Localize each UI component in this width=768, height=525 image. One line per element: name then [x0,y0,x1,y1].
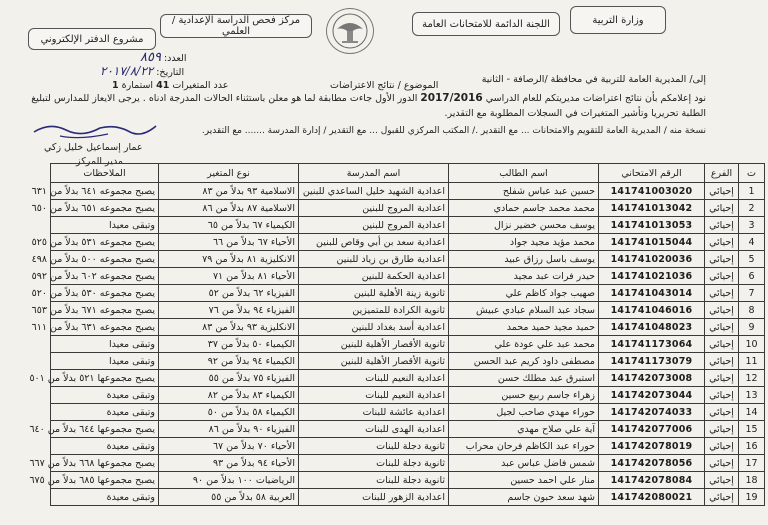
change-type-cell: الفيزياء ٩٤ بدلاً من ٧٦ [159,302,299,319]
school-name-cell: ثانوية زينة الأهلية للبنين [299,285,449,302]
notes-cell: يصبح مجموعه ٦٤١ بدلاً من ٦٣١ [51,183,159,200]
exam-number-cell: 141741020036 [599,251,705,268]
exam-number-cell: 141742077006 [599,421,705,438]
row-index-cell: 12 [739,370,765,387]
date-value: ٢٠١٧/٨/٢٢ [100,64,154,78]
table-row [51,302,765,319]
student-name-cell: حوراء مهدي صاحب لجيل [449,404,599,421]
row-index-cell: 11 [739,353,765,370]
change-type-cell: الأحياء ٩٤ بدلاً من ٩٣ [159,455,299,472]
school-name-cell: اعدادية الحكمة للبنين [299,268,449,285]
table-row [51,319,765,336]
change-type-cell: الكيمياء ٦٧ بدلاً من ٦٥ [159,217,299,234]
change-type-cell: الأحياء ٦٧ بدلاً من ٦٦ [159,234,299,251]
student-name-cell: شمس فاضل عباس عبد [449,455,599,472]
changes-line [112,80,228,91]
student-name-cell: سجاد عبد السلام عبادي عبيش [449,302,599,319]
header-index: ت [739,164,765,183]
header-exam-number: الرقم الامتحاني [599,164,705,183]
school-name-cell: اعدادية الشهيد خليل الساعدي للبنين [299,183,449,200]
branch-cell: إحيائي [705,234,739,251]
signature-block [30,118,160,167]
change-type-cell: الفيزياء ٩٠ بدلاً من ٨٦ [159,421,299,438]
header-notes: الملاحظات [51,164,159,183]
exam-number-cell: 141741048023 [599,319,705,336]
row-index-cell: 4 [739,234,765,251]
school-name-cell: اعدادية الهدى للبنات [299,421,449,438]
table-row [51,455,765,472]
notes-cell: يصبح مجموعه ٥٣١ بدلاً من ٥٢٥ [51,234,159,251]
row-index-cell: 2 [739,200,765,217]
row-index-cell: 17 [739,455,765,472]
exam-number-cell: 141742078084 [599,472,705,489]
notes-cell: وتبقى معيدة [51,438,159,455]
table-row [51,217,765,234]
branch-cell: إحيائي [705,455,739,472]
exam-number-cell: 141742078056 [599,455,705,472]
exam-number-cell: 141741015044 [599,234,705,251]
change-type-cell: الكيمياء ٩٤ بدلاً من ٩٢ [159,353,299,370]
notes-cell: وتبقى معيدة [51,404,159,421]
notes-cell: يصبح مجموعها ٥٢١ بدلاً من ٥٠١ [51,370,159,387]
table-header-row [51,164,765,183]
committee-label: اللجنة الدائمة للامتحانات العامة [422,18,550,30]
notes-cell: يصبح مجموعه ٥٣٠ بدلاً من ٥٢٠ [51,285,159,302]
notes-cell: وتبقى معيدا [51,336,159,353]
student-name-cell: محمد مؤيد مجيد جواد [449,234,599,251]
header-branch: الفرع [705,164,739,183]
table-row [51,234,765,251]
student-name-cell: حميد مجيد حميد محمد [449,319,599,336]
student-name-cell: زهراء جاسم ربيع حسين [449,387,599,404]
exam-number-cell: 141741173079 [599,353,705,370]
notes-cell: وتبقى معيدة [51,387,159,404]
row-index-cell: 10 [739,336,765,353]
branch-cell: إحيائي [705,183,739,200]
body-line-2: الطلبة تحريريا وتأشير المتغيرات في السجلات المطلوبة مع التقدير. [444,108,706,119]
branch-cell: إحيائي [705,387,739,404]
student-name-cell: يوسف محسن خضير نزال [449,217,599,234]
notes-cell: يصبح مجموعه ٦٠٢ بدلاً من ٥٩٢ [51,268,159,285]
change-type-cell: الانكليزية ٩٣ بدلاً من ٨٣ [159,319,299,336]
row-index-cell: 15 [739,421,765,438]
row-index-cell: 13 [739,387,765,404]
student-name-cell: مصطفى داود كريم عبد الحسن [449,353,599,370]
row-index-cell: 7 [739,285,765,302]
branch-cell: إحيائي [705,421,739,438]
addressee-line: إلى/ المديرية العامة للتربية في محافظة /الرصافة - الثانية [481,74,706,85]
form-label: استمارة [121,80,154,91]
header-school-name: اسم المدرسة [299,164,449,183]
date-label: التاريخ: [156,67,185,78]
branch-cell: إحيائي [705,336,739,353]
student-name-cell: محمد عبد علي عودة علي [449,336,599,353]
student-name-cell: حيدر فرات عبد مجيد [449,268,599,285]
notes-cell: يصبح مجموعها ٦٨٥ بدلاً من ٦٧٥ [51,472,159,489]
table-row [51,387,765,404]
branch-cell: إحيائي [705,370,739,387]
table-row [51,200,765,217]
header-student-name: اسم الطالب [449,164,599,183]
form-value: 1 [112,80,119,91]
notes-cell: وتبقى معيدة [51,489,159,506]
change-type-cell: الانكليزية ٨١ بدلاً من ٧٩ [159,251,299,268]
change-type-cell: الأحياء ٨١ بدلاً من ٧١ [159,268,299,285]
table-row [51,472,765,489]
school-name-cell: ثانوية الأقصار الأهلية للبنين [299,353,449,370]
number-line [140,50,187,65]
school-name-cell: اعدادية النعيم للبنات [299,370,449,387]
number-label: العدد: [163,53,187,64]
body-line-1b: الدور الأول جاءت مطابقة لما هو معلن باستثناء الحالات المدرجة ادناه . يرجى الايعاز للمدارس لتبليغ [31,93,418,104]
table-row [51,353,765,370]
project-box [28,28,156,50]
change-type-cell: الاسلامية ٩٣ بدلاً من ٨٣ [159,183,299,200]
row-index-cell: 8 [739,302,765,319]
row-index-cell: 3 [739,217,765,234]
row-index-cell: 5 [739,251,765,268]
exam-number-cell: 141741043014 [599,285,705,302]
row-index-cell: 18 [739,472,765,489]
student-name-cell: حسين عبد عباس شفلح [449,183,599,200]
table-row [51,421,765,438]
exam-number-cell: 141742073044 [599,387,705,404]
ministry-box [570,6,666,34]
notes-cell: يصبح مجموعه ٥٠٠ بدلاً من ٤٩٨ [51,251,159,268]
number-value: ٨٥٩ [140,50,161,65]
student-name-cell: صهيب جواد كاظم علي [449,285,599,302]
table-row [51,285,765,302]
exam-number-cell: 141741173064 [599,336,705,353]
change-type-cell: الاسلامية ٨٧ بدلاً من ٨٦ [159,200,299,217]
results-table [29,163,765,506]
row-index-cell: 9 [739,319,765,336]
row-index-cell: 19 [739,489,765,506]
changes-label: عدد المتغيرات [172,80,229,91]
branch-cell: إحيائي [705,200,739,217]
body-line-1a: نود إعلامكم بأن نتائج اعتراضات مديريتكم للعام الدراسي [485,93,706,104]
notes-cell: يصبح مجموعه ٦٣١ بدلاً من ٦١١ [51,319,159,336]
change-type-cell: الفيزياء ٦٢ بدلاً من ٥٢ [159,285,299,302]
handwritten-signature [30,118,160,144]
exam-number-cell: 141741013053 [599,217,705,234]
exam-number-cell: 141742073008 [599,370,705,387]
copy-line: نسخة منه / المديرية العامة للتقويم والامتحانات ... مع التقدير ./ المكتب المركزي للقبول ... مع التقدير / إدارة المدرسة ....... مع التقدير. [201,126,706,136]
branch-cell: إحيائي [705,404,739,421]
notes-cell: يصبح مجموعه ٦٥١ بدلاً من ٦٥٠ [51,200,159,217]
student-name-cell: حوراء عبد الكاظم فرحان محراب [449,438,599,455]
school-name-cell: ثانوية الأقصار الأهلية للبنين [299,336,449,353]
ministry-label: وزارة التربية [592,14,644,26]
notes-cell: وتبقى معيدا [51,217,159,234]
table-row [51,268,765,285]
branch-cell: إحيائي [705,353,739,370]
notes-cell: يصبح مجموعها ٦٦٨ بدلاً من ٦٦٧ [51,455,159,472]
table-row [51,489,765,506]
change-type-cell: الكيمياء ٥٨ بدلاً من ٥٠ [159,404,299,421]
branch-cell: إحيائي [705,302,739,319]
student-name-cell: شهد سعد حبون جاسم [449,489,599,506]
project-label: مشروع الدفتر الإلكتروني [40,33,144,45]
table-row [51,438,765,455]
student-name-cell: منار علي احمد حسين [449,472,599,489]
change-type-cell: الرياضيات ١٠٠ بدلاً من ٩٠ [159,472,299,489]
signatory-title: مدير المركز [76,156,124,167]
exam-number-cell: 141742078019 [599,438,705,455]
row-index-cell: 16 [739,438,765,455]
school-name-cell: اعدادية سعد بن أبي وقاص للبنين [299,234,449,251]
branch-cell: إحيائي [705,217,739,234]
committee-box [412,12,560,36]
table-row [51,336,765,353]
signatory-name: عمار إسماعيل خليل زكي [44,142,143,153]
school-name-cell: اعدادية أسد بغداد للبنين [299,319,449,336]
student-name-cell: يوسف باسل رزاق عبيد [449,251,599,268]
exam-number-cell: 141742080021 [599,489,705,506]
exam-number-cell: 141741003020 [599,183,705,200]
change-type-cell: العربية ٥٨ بدلاً من ٥٥ [159,489,299,506]
center-label: مركز فحص الدراسة الإعدادية / العلمي [171,15,301,37]
school-name-cell: اعدادية الزهور للبنات [299,489,449,506]
school-name-cell: اعدادية المروج للبنين [299,217,449,234]
student-name-cell: محمد محمد جاسم حمادي [449,200,599,217]
changes-value: 41 [156,80,170,91]
school-name-cell: ثانوية دجلة للبنات [299,472,449,489]
change-type-cell: الفيزياء ٧٥ بدلاً من ٥٥ [159,370,299,387]
school-name-cell: اعدادية طارق بن زياد للبنين [299,251,449,268]
row-index-cell: 1 [739,183,765,200]
school-name-cell: ثانوية دجلة للبنات [299,438,449,455]
notes-cell: يصبح مجموعها ٦٤٤ بدلاً من ٦٤٠ [51,421,159,438]
branch-cell: إحيائي [705,268,739,285]
row-index-cell: 14 [739,404,765,421]
row-index-cell: 6 [739,268,765,285]
table-row [51,183,765,200]
exam-number-cell: 141741046016 [599,302,705,319]
body-line-1 [31,92,706,104]
school-name-cell: اعدادية عائشة للبنات [299,404,449,421]
student-name-cell: استبرق عبد مطلك حسن [449,370,599,387]
eagle-emblem-icon [329,11,371,51]
date-line [100,64,184,78]
ministry-seal [326,8,374,54]
subject-line: الموضوع / نتائج الاعتراضات [330,80,439,91]
table-row [51,370,765,387]
change-type-cell: الأحياء ٧٠ بدلاً من ٦٧ [159,438,299,455]
notes-cell: يصبح مجموعه ٦٧١ بدلاً من ٦٥٣ [51,302,159,319]
school-name-cell: اعدادية المروج للبنين [299,200,449,217]
branch-cell: إحيائي [705,438,739,455]
exam-number-cell: 141742074033 [599,404,705,421]
branch-cell: إحيائي [705,472,739,489]
school-name-cell: اعدادية النعيم للبنات [299,387,449,404]
change-type-cell: الكيمياء ٨٣ بدلاً من ٨٢ [159,387,299,404]
table-row [51,251,765,268]
header-change-type: نوع المتغير [159,164,299,183]
table-row [51,404,765,421]
school-name-cell: ثانوية دجلة للبنات [299,455,449,472]
center-box [160,14,312,38]
branch-cell: إحيائي [705,319,739,336]
exam-number-cell: 141741021036 [599,268,705,285]
academic-year: 2017/2016 [420,92,483,104]
notes-cell: وتبقى معيدا [51,353,159,370]
student-name-cell: آية علي صلاح مهدي [449,421,599,438]
change-type-cell: الكيمياء ٥٠ بدلاً من ٣٧ [159,336,299,353]
school-name-cell: ثانوية الكرادة للمتميزين [299,302,449,319]
branch-cell: إحيائي [705,285,739,302]
branch-cell: إحيائي [705,489,739,506]
exam-number-cell: 141741013042 [599,200,705,217]
branch-cell: إحيائي [705,251,739,268]
